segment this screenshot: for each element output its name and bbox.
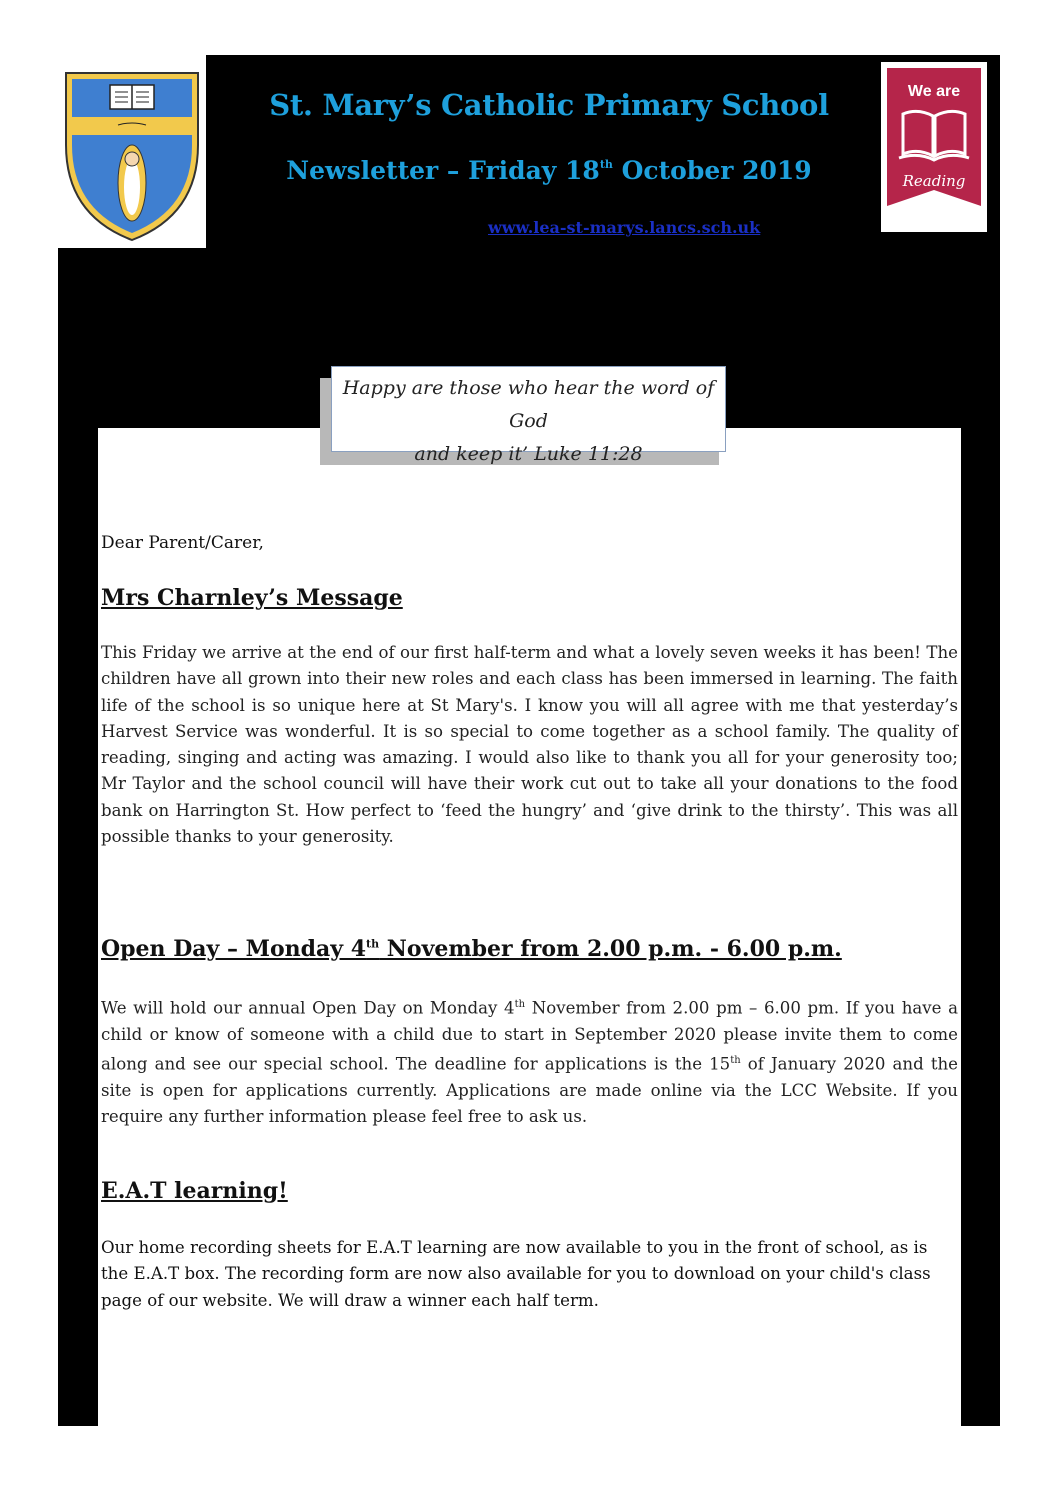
section-body-head-message: This Friday we arrive at the end of our first half-term and what a lovely seven weeks it has been! The children have all grown into their new roles and each class has been immersed in learning. The faith life of the school is so unique here at St Mary's. I know you will all agree with me that yesterday’s Harvest Service was wonderful. It is so special to come together as a school family. The quality of reading, singing and acting was amazing. I would also like to thank you all for your generosity too; Mr Taylor and the school council will have their work cut out to take all your donations to the food bank on Harrington St. How perfect to ‘feed the hungry’ and ‘give drink to the thirsty’. This was all possible thanks to your generosity. xyxy=(101,643,958,847)
section-heading-head-message: Mrs Charnley’s Message xyxy=(101,585,403,611)
newsletter-ordinal: th xyxy=(599,158,613,171)
section-heading-open-day xyxy=(101,936,958,962)
open-day-heading-suffix: November from 2.00 p.m. - 6.00 p.m. xyxy=(379,936,842,962)
greeting: Dear Parent/Carer, xyxy=(101,533,264,553)
badge-line2: Reading xyxy=(902,172,966,190)
quote-line-1: Happy are those who hear the word of God xyxy=(342,377,715,432)
open-day-heading-prefix: Open Day – Monday 4 xyxy=(101,936,367,962)
section-body-open-day xyxy=(101,992,958,1131)
reading-badge xyxy=(881,62,987,232)
school-title: St. Mary’s Catholic Primary School xyxy=(269,88,829,122)
left-border xyxy=(58,428,98,1426)
scripture-quote xyxy=(331,366,726,465)
open-day-body-ordinal2: th xyxy=(730,1055,741,1067)
open-day-body-part1: We will hold our annual Open Day on Monday 4 xyxy=(101,998,515,1018)
open-day-body-ordinal1: th xyxy=(514,999,526,1010)
website-link[interactable]: www.lea-st-marys.lancs.sch.uk xyxy=(488,218,761,237)
open-day-heading-ordinal: th xyxy=(366,937,380,951)
newsletter-suffix: October 2019 xyxy=(612,156,812,185)
newsletter-prefix: Newsletter – Friday 18 xyxy=(286,156,600,185)
newsletter-date-title xyxy=(206,156,892,185)
right-border xyxy=(961,428,1000,1426)
section-heading-eat-learning: E.A.T learning! xyxy=(101,1178,288,1204)
section-body-eat-learning: Our home recording sheets for E.A.T learning are now available to you in the front of school, as is the E.A.T box. The recording form are now also available for you to download on your child's class page of our website. We will draw a winner each half term. xyxy=(101,1238,931,1310)
open-day-body-part2: November from 2.00 pm – 6.00 pm. If you have a child or know of someone with a child due to start in September 2020 please invite them to come along and see our special school. The deadline for applications is the 15 xyxy=(101,998,958,1074)
crest-icon xyxy=(58,55,206,248)
school-crest xyxy=(58,55,206,248)
badge-line1: We are xyxy=(907,83,961,100)
book-icon xyxy=(881,62,987,232)
open-day-body-part3: of January 2020 and the site is open for applications currently. Applications are made online via the LCC Website. If you require any further information please feel free to ask us. xyxy=(101,1054,958,1127)
quote-line-2: and keep it’ Luke 11:28 xyxy=(414,443,643,465)
